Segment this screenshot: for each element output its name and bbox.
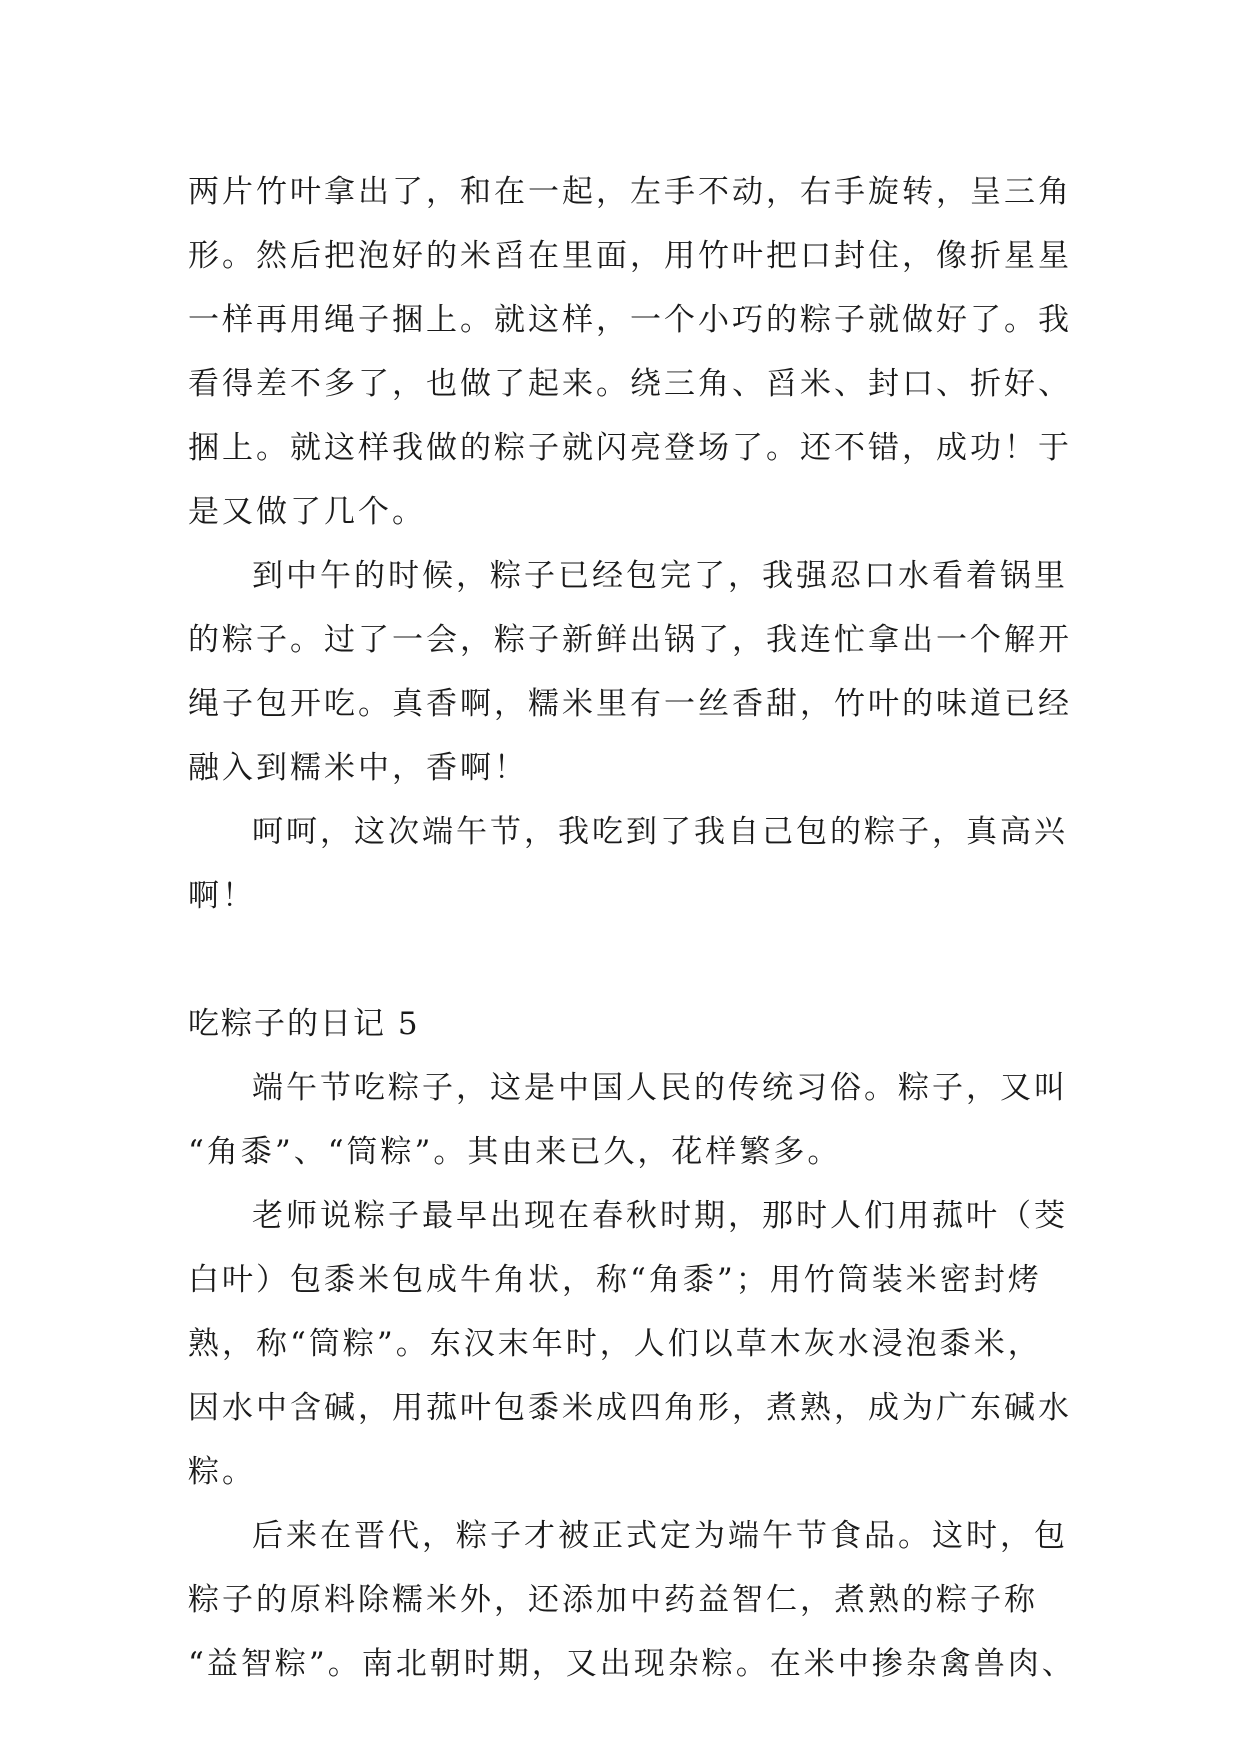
text-line: 到中午的时候，粽子已经包完了，我强忍口水看着锅里	[252, 558, 1068, 594]
blank-line	[188, 928, 1068, 992]
text-line: 绳子包开吃。真香啊，糯米里有一丝香甜，竹叶的味道已经	[188, 686, 1072, 722]
text-line: 后来在晋代，粽子才被正式定为端午节食品。这时，包	[252, 1518, 1068, 1554]
text-line: 老师说粽子最早出现在春秋时期，那时人们用菰叶（茭	[252, 1198, 1068, 1234]
text-line: 是又做了几个。	[188, 494, 426, 530]
text-line: “益智粽”。南北朝时期，又出现杂粽。在米中掺杂禽兽肉、	[188, 1646, 1076, 1682]
text-line: 白叶）包黍米包成牛角状，称“角黍”；用竹筒装米密封烤	[188, 1262, 1042, 1298]
text-line: 粽子的原料除糯米外，还添加中药益智仁，煮熟的粽子称	[188, 1582, 1038, 1618]
text-line: 看得差不多了，也做了起来。绕三角、舀米、封口、折好、	[188, 366, 1072, 402]
paragraph	[188, 1184, 1072, 1504]
text-line: 形。然后把泡好的米舀在里面，用竹叶把口封住，像折星星	[188, 238, 1072, 274]
text-line: 啊！	[188, 878, 256, 914]
paragraph	[188, 800, 1068, 928]
text-line: 因水中含碱，用菰叶包黍米成四角形，煮熟，成为广东碱水	[188, 1390, 1072, 1426]
text-line: 融入到糯米中，香啊！	[188, 750, 528, 786]
text-line: 呵呵，这次端午节，我吃到了我自己包的粽子，真高兴	[252, 814, 1068, 850]
text-line: 一样再用绳子捆上。就这样，一个小巧的粽子就做好了。我	[188, 302, 1072, 338]
section-title: 吃粽子的日记 5	[188, 1006, 420, 1042]
paragraph	[188, 1504, 1076, 1696]
paragraph	[188, 544, 1072, 800]
text-line: 两片竹叶拿出了，和在一起，左手不动，右手旋转，呈三角	[188, 174, 1072, 210]
text-line: 的粽子。过了一会，粽子新鲜出锅了，我连忙拿出一个解开	[188, 622, 1072, 658]
text-line: 熟，称“筒粽”。东汉末年时，人们以草木灰水浸泡黍米，	[188, 1326, 1042, 1362]
paragraph	[188, 1056, 1068, 1184]
text-line: 捆上。就这样我做的粽子就闪亮登场了。还不错，成功！于	[188, 430, 1072, 466]
document-body	[188, 160, 1076, 1696]
text-line: 粽。	[188, 1454, 256, 1490]
paragraph	[188, 160, 1072, 544]
text-line: “角黍”、“筒粽”。其由来已久，花样繁多。	[188, 1134, 842, 1170]
text-line: 端午节吃粽子，这是中国人民的传统习俗。粽子，又叫	[252, 1070, 1068, 1106]
